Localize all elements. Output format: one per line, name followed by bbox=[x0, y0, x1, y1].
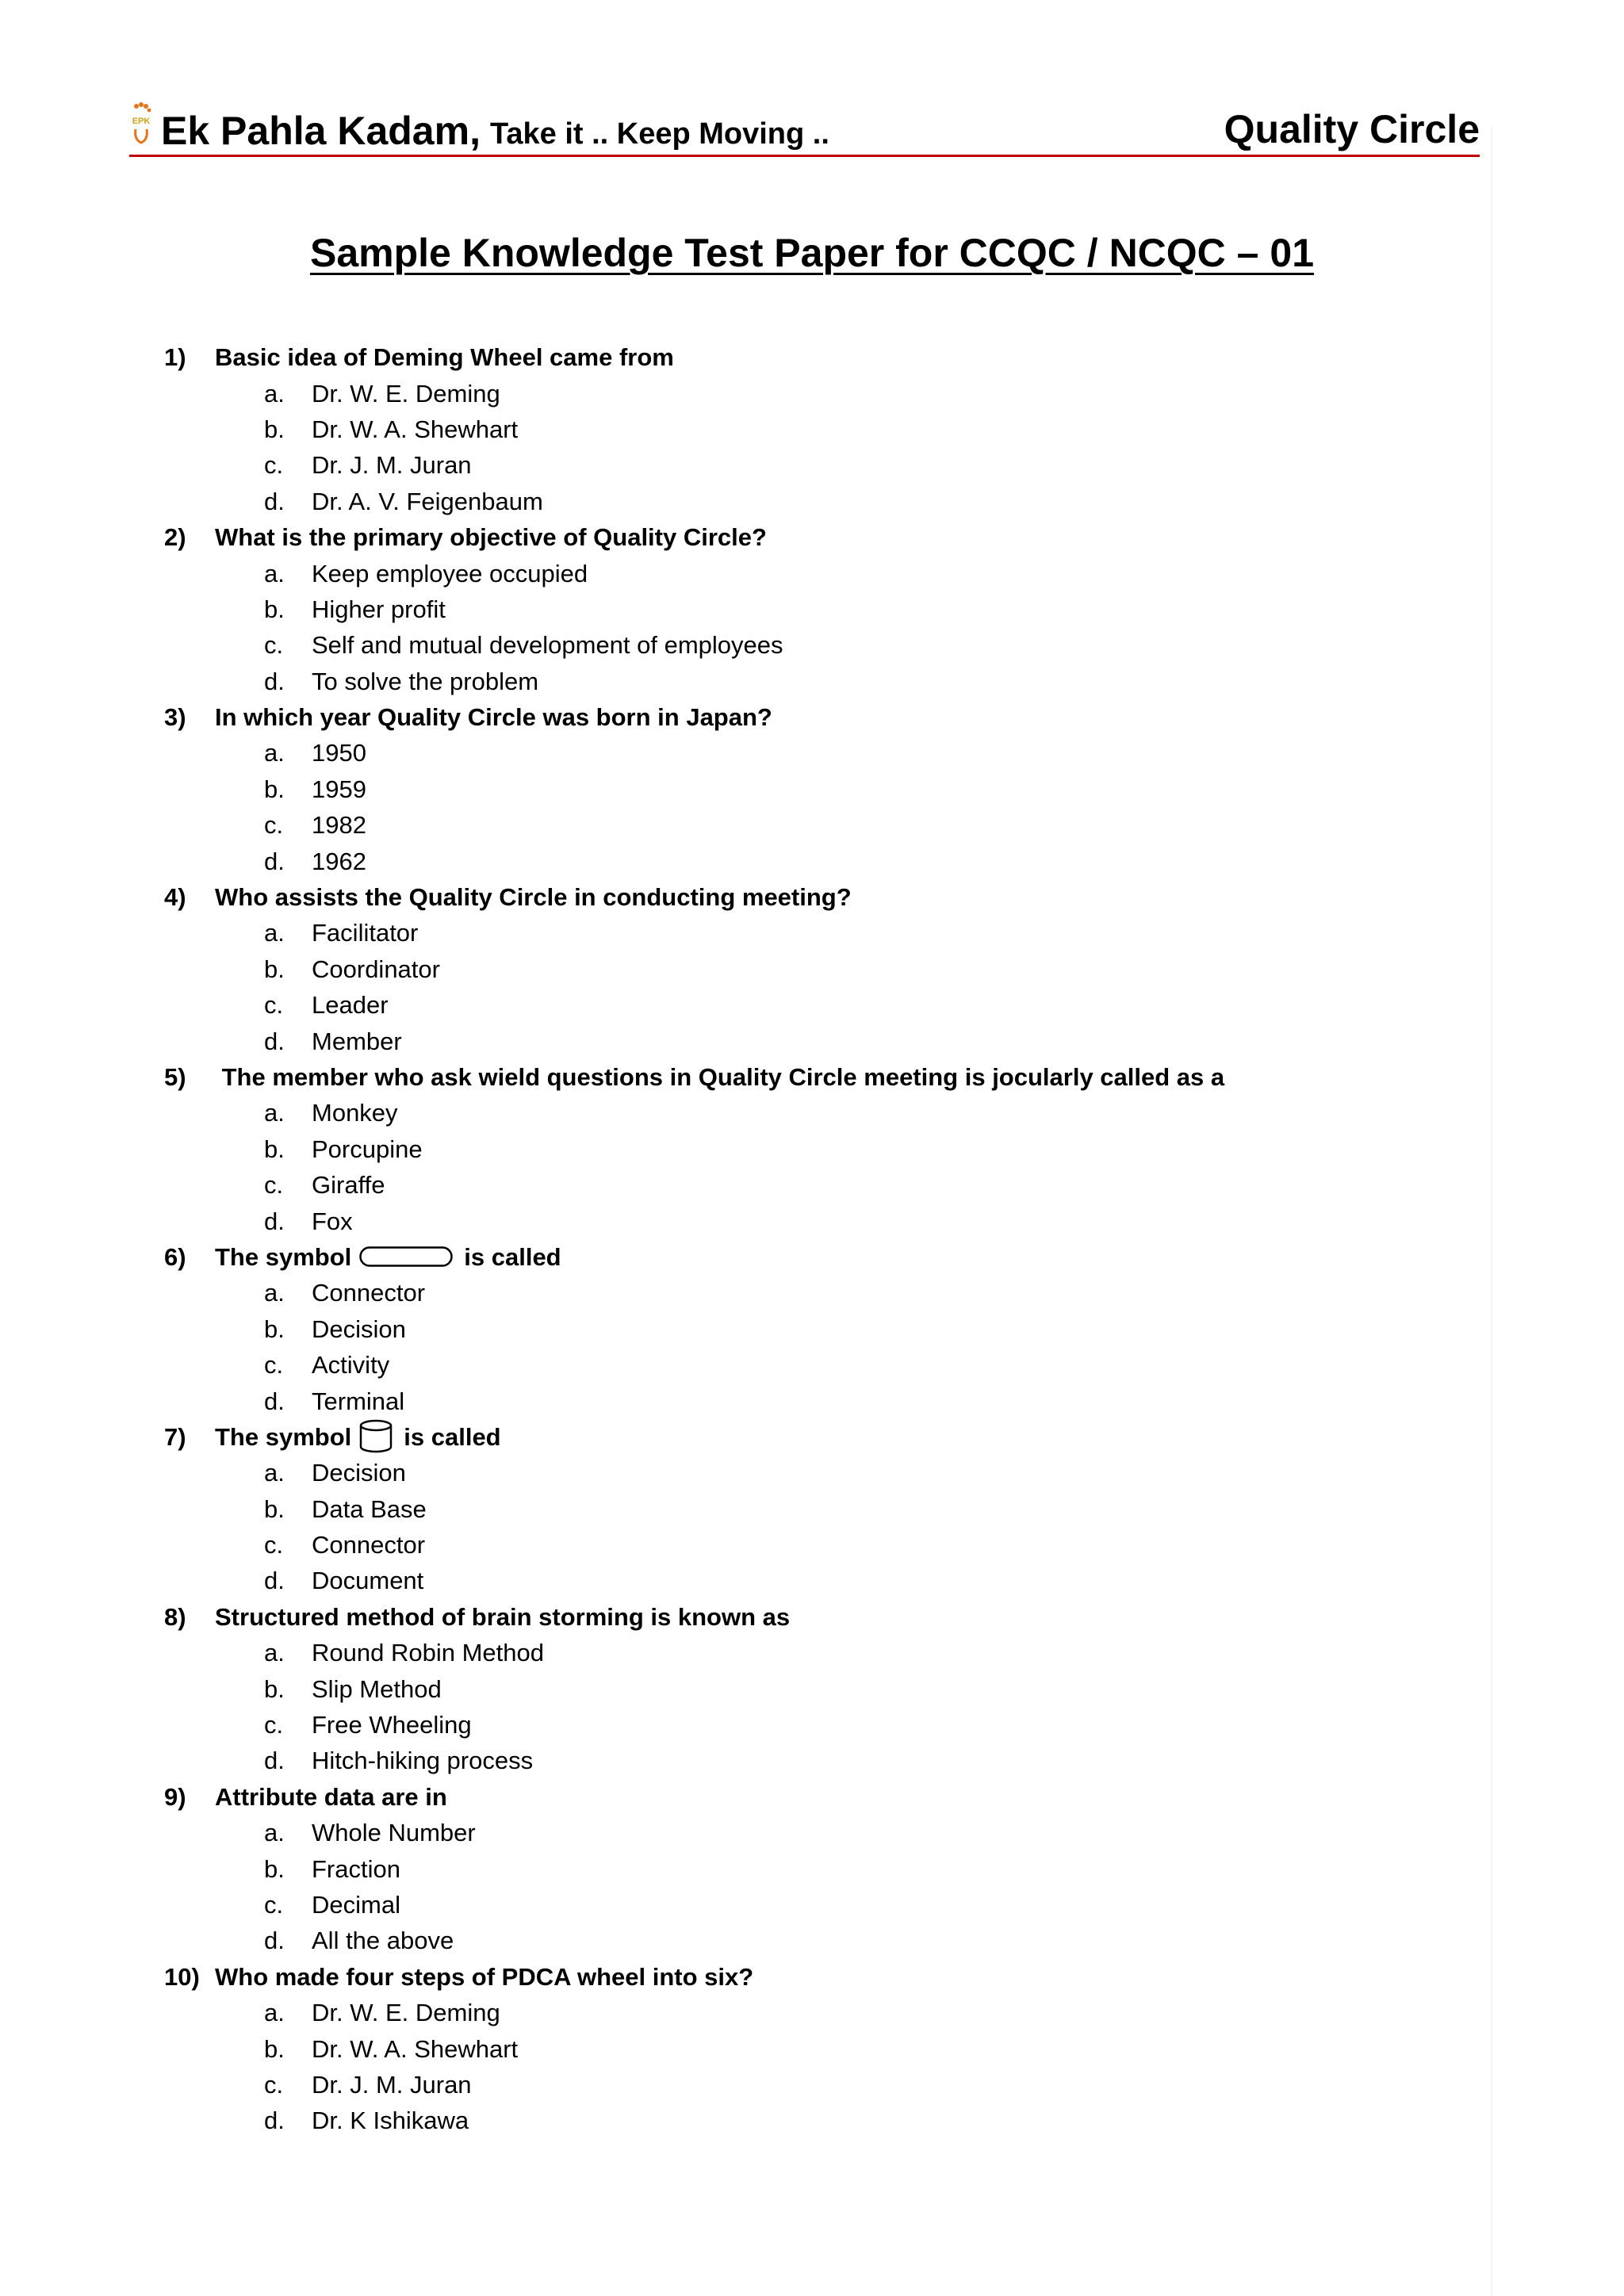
option-row bbox=[164, 1383, 1433, 1418]
option-text: Dr. W. E. Deming bbox=[312, 379, 500, 408]
option-letter: a. bbox=[264, 1459, 285, 1487]
option-letter: a. bbox=[264, 1639, 285, 1667]
option-row bbox=[164, 1815, 1433, 1850]
question-text: In which year Quality Circle was born in Japan? bbox=[215, 703, 772, 732]
question-text: The member who ask wield questions in Quality Circle meeting is jocularly called as a bbox=[215, 1063, 1225, 1091]
option-row bbox=[164, 1995, 1433, 2030]
question-number: 5) bbox=[164, 1063, 186, 1091]
option-letter: a. bbox=[264, 379, 285, 408]
option-letter: c. bbox=[264, 1711, 284, 1739]
option-letter: c. bbox=[264, 811, 284, 840]
option-row bbox=[164, 1131, 1433, 1167]
brand bbox=[129, 106, 829, 151]
question-row bbox=[164, 519, 1433, 555]
option-letter: d. bbox=[264, 847, 285, 875]
page-title: Sample Knowledge Test Paper for CCQC / NCQC – 01 bbox=[309, 231, 1314, 275]
option-row bbox=[164, 1670, 1433, 1706]
option-letter: c. bbox=[264, 1171, 284, 1200]
question-number: 3) bbox=[164, 703, 186, 732]
option-text: Free Wheeling bbox=[312, 1711, 472, 1739]
option-text: Dr. W. E. Deming bbox=[312, 1999, 500, 2027]
brand-tagline: Take it .. Keep Moving .. bbox=[489, 117, 829, 151]
option-row bbox=[164, 1850, 1433, 1886]
question-row bbox=[164, 339, 1433, 375]
question-row bbox=[164, 1419, 1433, 1455]
option-text: Coordinator bbox=[312, 955, 440, 983]
option-letter: c. bbox=[264, 1531, 284, 1559]
option-text: Dr. W. A. Shewhart bbox=[312, 415, 519, 443]
option-letter: c. bbox=[264, 1351, 284, 1380]
option-letter: a. bbox=[264, 559, 285, 587]
option-text: Activity bbox=[312, 1351, 390, 1380]
option-letter: a. bbox=[264, 1819, 285, 1847]
question-text-after-symbol: is called bbox=[404, 1422, 501, 1451]
option-text: Decision bbox=[312, 1314, 406, 1343]
option-text: Terminal bbox=[312, 1387, 405, 1415]
option-row bbox=[164, 1095, 1433, 1131]
option-letter: d. bbox=[264, 2107, 285, 2135]
option-letter: b. bbox=[264, 955, 285, 983]
option-row bbox=[164, 915, 1433, 951]
question-row bbox=[164, 1239, 1433, 1275]
page-header bbox=[129, 94, 1480, 151]
option-text: Leader bbox=[312, 991, 389, 1020]
question-row bbox=[164, 699, 1433, 735]
question-text bbox=[215, 1242, 561, 1271]
option-text: Porcupine bbox=[312, 1135, 423, 1163]
option-row bbox=[164, 555, 1433, 591]
option-row bbox=[164, 807, 1433, 843]
question-row bbox=[164, 1059, 1433, 1095]
option-letter: b. bbox=[264, 775, 285, 803]
option-row bbox=[164, 951, 1433, 987]
option-text: Dr. K Ishikawa bbox=[312, 2107, 469, 2135]
option-text: Document bbox=[312, 1567, 424, 1595]
option-letter: d. bbox=[264, 1027, 285, 1055]
option-text: Higher profit bbox=[312, 595, 446, 623]
option-row bbox=[164, 1743, 1433, 1778]
option-text: Decimal bbox=[312, 1890, 400, 1919]
option-text: Self and mutual development of employees bbox=[312, 631, 783, 660]
question-number: 9) bbox=[164, 1782, 186, 1811]
option-text: Dr. A. V. Feigenbaum bbox=[312, 487, 543, 515]
page-edge bbox=[1491, 127, 1494, 2296]
option-row bbox=[164, 987, 1433, 1023]
option-text: Connector bbox=[312, 1279, 426, 1307]
option-text: Decision bbox=[312, 1459, 406, 1487]
question-list bbox=[164, 339, 1433, 2139]
option-letter: a. bbox=[264, 739, 285, 767]
question-text: Structured method of brain storming is known as bbox=[215, 1602, 791, 1631]
option-row bbox=[164, 1455, 1433, 1490]
option-text: 1982 bbox=[312, 811, 366, 840]
question-row bbox=[164, 1959, 1433, 1995]
option-letter: d. bbox=[264, 1207, 285, 1235]
option-text: Fraction bbox=[312, 1854, 400, 1883]
question-row bbox=[164, 879, 1433, 915]
option-letter: b. bbox=[264, 415, 285, 443]
option-text: Whole Number bbox=[312, 1819, 476, 1847]
question-text bbox=[215, 1419, 501, 1454]
question-text: Who made four steps of PDCA wheel into six? bbox=[215, 1962, 754, 1991]
option-text: Keep employee occupied bbox=[312, 559, 588, 587]
question-text-after-symbol: is called bbox=[464, 1242, 561, 1271]
terminal-symbol-icon bbox=[359, 1246, 453, 1267]
option-text: Giraffe bbox=[312, 1171, 385, 1200]
option-letter: d. bbox=[264, 667, 285, 695]
option-row bbox=[164, 447, 1433, 483]
option-row bbox=[164, 1167, 1433, 1203]
question-row bbox=[164, 1599, 1433, 1635]
question-text-before-symbol: The symbol bbox=[215, 1422, 352, 1451]
question-number: 4) bbox=[164, 883, 186, 912]
option-letter: b. bbox=[264, 595, 285, 623]
option-letter: b. bbox=[264, 1854, 285, 1883]
option-letter: c. bbox=[264, 991, 284, 1020]
option-text: Slip Method bbox=[312, 1674, 442, 1703]
question-number: 8) bbox=[164, 1602, 186, 1631]
option-letter: a. bbox=[264, 1999, 285, 2027]
question-text: Attribute data are in bbox=[215, 1782, 447, 1811]
question-number: 7) bbox=[164, 1422, 186, 1451]
option-letter: b. bbox=[264, 1494, 285, 1523]
option-letter: c. bbox=[264, 631, 284, 660]
option-row bbox=[164, 627, 1433, 663]
option-row bbox=[164, 1203, 1433, 1238]
option-row bbox=[164, 484, 1433, 519]
option-letter: c. bbox=[264, 2070, 284, 2099]
option-letter: b. bbox=[264, 2034, 285, 2063]
option-text: 1959 bbox=[312, 775, 366, 803]
option-letter: b. bbox=[264, 1135, 285, 1163]
option-row bbox=[164, 1923, 1433, 1958]
option-row bbox=[164, 1491, 1433, 1527]
option-letter: d. bbox=[264, 1927, 285, 1955]
option-row bbox=[164, 2103, 1433, 2138]
question-number: 2) bbox=[164, 523, 186, 552]
header-subject-title: Quality Circle bbox=[1224, 107, 1480, 151]
option-letter: a. bbox=[264, 1099, 285, 1127]
option-row bbox=[164, 664, 1433, 699]
option-letter: b. bbox=[264, 1674, 285, 1703]
option-letter: c. bbox=[264, 1890, 284, 1919]
option-text: Hitch-hiking process bbox=[312, 1747, 534, 1775]
option-row bbox=[164, 1527, 1433, 1563]
option-text: Member bbox=[312, 1027, 402, 1055]
option-letter: d. bbox=[264, 1387, 285, 1415]
option-row bbox=[164, 1347, 1433, 1383]
question-number: 6) bbox=[164, 1242, 186, 1271]
option-text: Fox bbox=[312, 1207, 353, 1235]
option-row bbox=[164, 375, 1433, 411]
option-row bbox=[164, 1707, 1433, 1743]
option-letter: d. bbox=[264, 487, 285, 515]
question-text: Who assists the Quality Circle in conducting meeting? bbox=[215, 883, 852, 912]
question-text: Basic idea of Deming Wheel came from bbox=[215, 343, 674, 372]
option-row bbox=[164, 843, 1433, 878]
option-row bbox=[164, 1311, 1433, 1347]
footprint-logo-icon bbox=[129, 101, 153, 146]
option-row bbox=[164, 771, 1433, 807]
question-row bbox=[164, 1779, 1433, 1815]
option-text: Dr. J. M. Juran bbox=[312, 451, 472, 480]
option-row bbox=[164, 1563, 1433, 1598]
option-row bbox=[164, 591, 1433, 627]
option-letter: c. bbox=[264, 451, 284, 480]
option-text: 1962 bbox=[312, 847, 366, 875]
question-number: 10) bbox=[164, 1962, 200, 1991]
option-text: Dr. J. M. Juran bbox=[312, 2070, 472, 2099]
option-letter: a. bbox=[264, 1279, 285, 1307]
logo-text: EPK bbox=[132, 117, 151, 126]
option-row bbox=[164, 1275, 1433, 1311]
option-text: 1950 bbox=[312, 739, 366, 767]
question-text-before-symbol: The symbol bbox=[215, 1242, 352, 1271]
header-divider bbox=[129, 155, 1480, 157]
option-row bbox=[164, 2030, 1433, 2066]
option-row bbox=[164, 1023, 1433, 1058]
option-text: Monkey bbox=[312, 1099, 398, 1127]
question-number: 1) bbox=[164, 343, 186, 372]
option-text: Round Robin Method bbox=[312, 1639, 544, 1667]
option-text: Facilitator bbox=[312, 919, 419, 947]
option-letter: d. bbox=[264, 1747, 285, 1775]
option-text: To solve the problem bbox=[312, 667, 539, 695]
option-text: All the above bbox=[312, 1927, 454, 1955]
option-row bbox=[164, 1635, 1433, 1670]
option-letter: a. bbox=[264, 919, 285, 947]
database-symbol-icon bbox=[359, 1419, 393, 1454]
option-text: Data Base bbox=[312, 1494, 427, 1523]
question-text: What is the primary objective of Quality Circle? bbox=[215, 523, 767, 552]
brand-name: Ek Pahla Kadam, bbox=[161, 109, 481, 153]
option-letter: d. bbox=[264, 1567, 285, 1595]
option-row bbox=[164, 2067, 1433, 2103]
option-row bbox=[164, 411, 1433, 447]
option-text: Connector bbox=[312, 1531, 426, 1559]
option-text: Dr. W. A. Shewhart bbox=[312, 2034, 519, 2063]
option-row bbox=[164, 1887, 1433, 1923]
option-letter: b. bbox=[264, 1314, 285, 1343]
option-row bbox=[164, 735, 1433, 771]
